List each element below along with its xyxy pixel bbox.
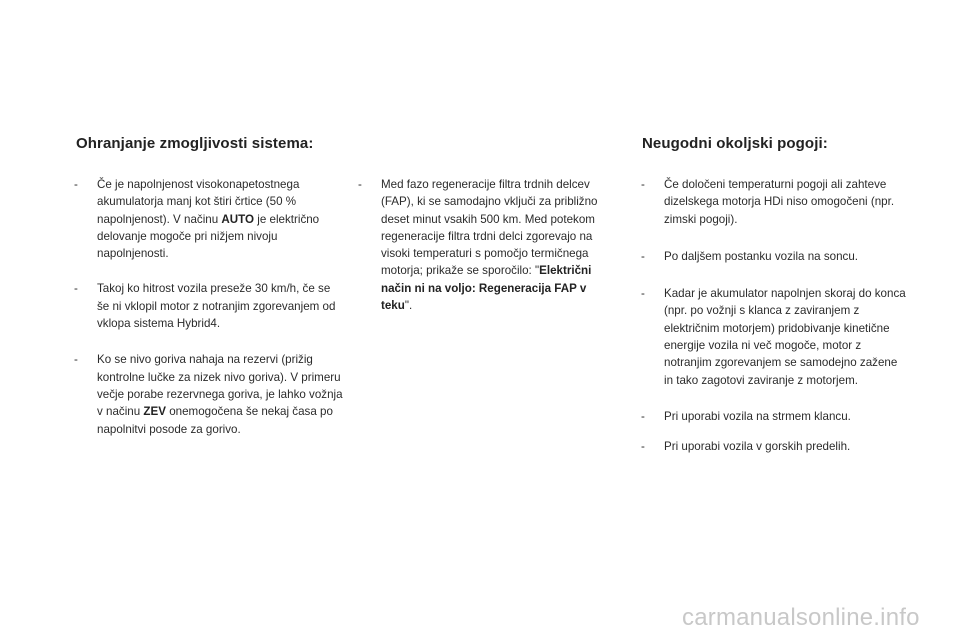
item-text: Takoj ko hitrost vozila preseže 30 km/h, če se še ni vklopil motor z notranjim zgorevanjem od vklopa sistema Hybrid4.	[97, 282, 336, 331]
item-text: Če določeni temperaturni pogoji ali zahteve dizelskega motorja HDi niso omogočeni (npr. zimski pogoji).	[664, 178, 895, 226]
bullet-dash: -	[641, 178, 645, 191]
item-text: Po daljšem postanku vozila na soncu.	[664, 249, 858, 263]
list-item	[641, 248, 909, 265]
bullet-dash: -	[74, 178, 78, 191]
list-item	[641, 285, 909, 389]
mode-auto-label: AUTO	[221, 212, 255, 226]
list-item	[641, 176, 909, 228]
column-left	[74, 176, 344, 438]
item-text: Ko se nivo goriva nahaja na rezervi (prižig kontrolne lučke za nizek nivo goriva). V primeru večje porabe rezervnega goriva, je lahko vožnja v načinu	[97, 353, 343, 419]
item-text: Pri uporabi vozila v gorskih predelih.	[664, 440, 851, 454]
item-text: onemogočena še nekaj časa po napolnitvi posode za gorivo.	[97, 405, 333, 436]
item-text: ".	[404, 299, 413, 313]
column-middle	[358, 176, 610, 314]
item-text: Če je napolnjenost visokonapetostnega akumulatorja manj kot štiri črtice (50 % napolnjenost). V načinu	[97, 178, 300, 226]
left-section-heading: Ohranjanje zmogljivosti sistema:	[76, 135, 314, 152]
list-item	[641, 408, 909, 425]
list-item	[358, 176, 610, 314]
list-item	[74, 176, 344, 262]
bullet-dash: -	[641, 249, 645, 263]
bullet-dash: -	[74, 282, 78, 296]
bullet-dash: -	[358, 178, 362, 191]
bullet-dash: -	[74, 353, 78, 367]
item-text: je električno delovanje mogoče pri nižjem nivoju napolnjenosti.	[97, 212, 320, 261]
list-item	[641, 438, 909, 455]
item-text: Pri uporabi vozila na strmem klancu.	[664, 409, 851, 423]
item-text: Med fazo regeneracije filtra trdnih delcev (FAP), ki se samodajno vključi za približno deset minut vsakih 500 km. Med potekom regeneracije filtra trdni delci zgorevajo na visoki temperaturi s pomočjo termičnega motorja; prikaže se sporočilo: "	[381, 178, 598, 278]
mode-zev-label: ZEV	[143, 405, 166, 419]
fap-message: Električni način ni na voljo: Regeneracija FAP v teku	[381, 264, 592, 313]
list-item	[74, 351, 344, 437]
item-text: Kadar je akumulator napolnjen skoraj do konca (npr. po vožnji s klanca z zaviranjem z električnim motorjem) pridobivanje kinetične energije vozila ni več mogoče, motor z notranjim zgorevanjem se samodejno zažene in tako zagotovi zaviranje z motorjem.	[664, 287, 906, 387]
right-section-heading: Neugodni okoljski pogoji:	[642, 135, 828, 152]
bullet-dash: -	[641, 287, 645, 301]
watermark: carmanualsonline.info	[682, 604, 920, 631]
bullet-dash: -	[641, 440, 645, 454]
bullet-dash: -	[641, 409, 645, 423]
column-right	[641, 176, 909, 456]
list-item	[74, 280, 344, 332]
